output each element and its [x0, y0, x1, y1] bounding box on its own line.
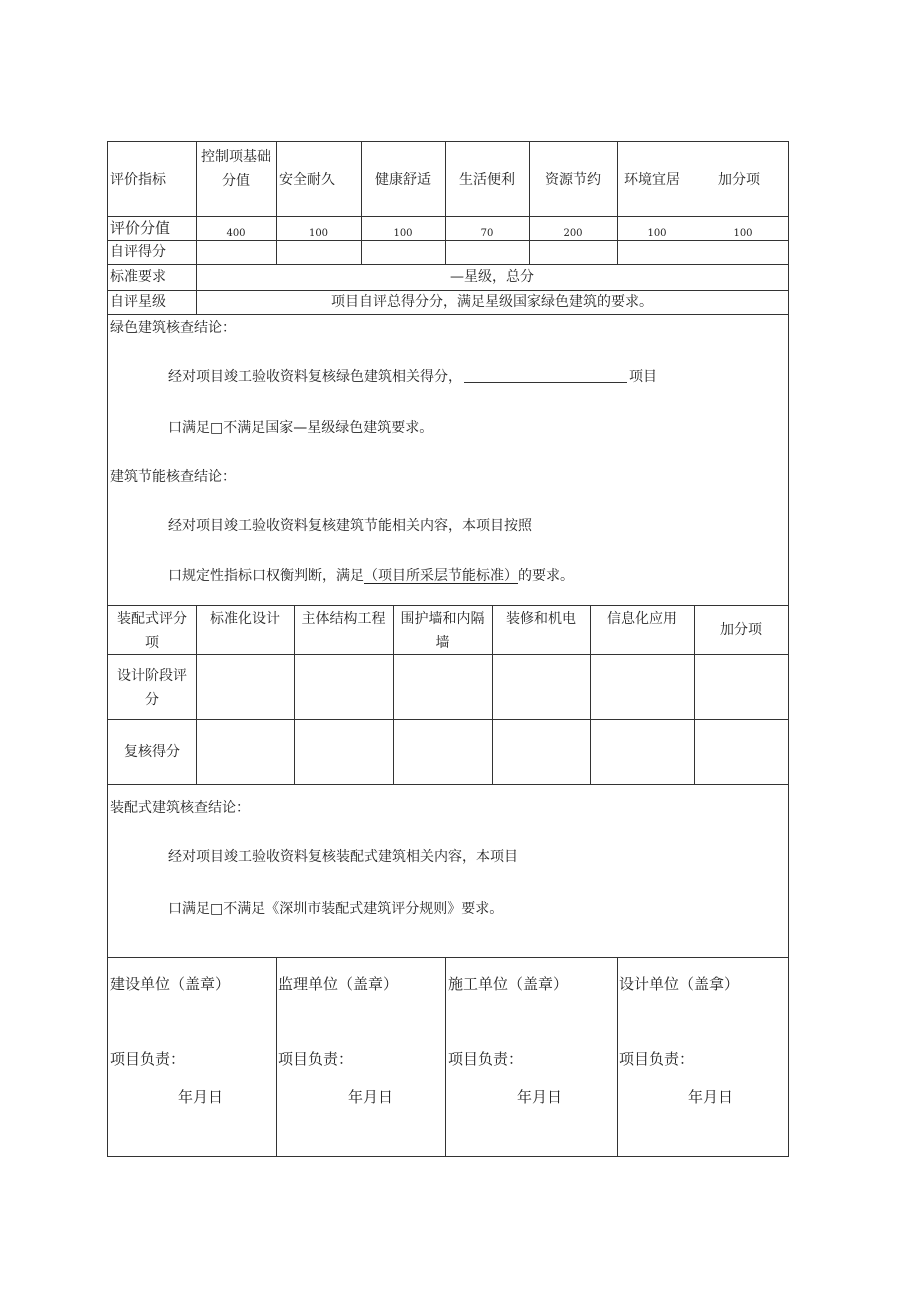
- col-divider: [529, 142, 530, 264]
- standard-label: 标准要求: [110, 269, 166, 285]
- score-blank[interactable]: [464, 368, 627, 383]
- self-star-label: 自评星级: [110, 294, 166, 310]
- prefab-col-enclosure-line2: 墙: [435, 635, 450, 651]
- design-stage-label-line1: 设计阶段评: [117, 668, 187, 684]
- self-star-text: 项目自评总得分分，满足星级国家绿色建筑的要求。: [331, 294, 653, 310]
- construction-date-label: 年月日: [178, 1088, 224, 1106]
- category-bonus: 加分项: [718, 172, 760, 188]
- inspection-form: [107, 141, 789, 1157]
- prefab-col-bonus: 加分项: [720, 622, 762, 638]
- score-value: 100: [647, 228, 667, 239]
- prefab-col-informatization: 信息化应用: [607, 611, 677, 627]
- design-stage-label-line2: 分: [145, 692, 159, 708]
- col-divider: [617, 142, 618, 264]
- green-conclusion-line2: 口满足□不满足国家—星级绿色建筑要求。: [168, 420, 434, 436]
- row-divider: [108, 654, 788, 655]
- prefab-col-main-structure: 主体结构工程: [301, 611, 386, 627]
- row-divider: [108, 784, 788, 785]
- category-resource: 资源节约: [545, 172, 601, 188]
- score-value: 400: [226, 228, 246, 239]
- prefab-header-line1: 装配式评分: [117, 611, 187, 627]
- construction-responsible-label: 项目负责：: [110, 1050, 186, 1068]
- category-health: 健康舒适: [375, 172, 431, 188]
- col-divider: [294, 605, 295, 784]
- score-label: 评价分值: [110, 219, 171, 237]
- energy-line2-prefix: 口规定性指标口权衡判断，满足: [168, 568, 364, 584]
- col-divider: [276, 957, 277, 1156]
- energy-standard-name: （项目所采层节能标准）: [364, 568, 518, 584]
- supervision-date-label: 年月日: [348, 1088, 394, 1106]
- design-date-label: 年月日: [688, 1088, 734, 1106]
- col-divider: [590, 605, 591, 784]
- score-value: 100: [733, 228, 753, 239]
- col-divider: [361, 142, 362, 264]
- prefab-conclusion-line1: 经对项目竣工验收资料复核装配式建筑相关内容，本项目: [168, 849, 518, 865]
- prefab-col-decoration: 装修和机电: [506, 611, 576, 627]
- row-divider: [108, 957, 788, 958]
- energy-conclusion-line1: 经对项目竣工验收资料复核建筑节能相关内容，本项目按照: [168, 518, 532, 534]
- col-divider: [445, 142, 446, 264]
- builder-date-label: 年月日: [517, 1088, 563, 1106]
- category-safety: 安全耐久: [279, 172, 335, 188]
- prefab-header-line2: 项: [145, 635, 159, 651]
- green-line1-prefix: 经对项目竣工验收资料复核绿色建筑相关得分，: [168, 369, 462, 385]
- green-conclusion-title: 绿色建筑核查结论：: [110, 320, 236, 336]
- category-convenience: 生活便利: [459, 172, 515, 188]
- energy-conclusion-title: 建筑节能核查结论：: [110, 469, 236, 485]
- row-divider: [108, 719, 788, 720]
- col-divider: [445, 957, 446, 1156]
- col-divider: [276, 142, 277, 264]
- score-value: 200: [563, 228, 583, 239]
- standard-text: —星级，总分: [450, 269, 534, 285]
- score-value: 70: [480, 228, 494, 239]
- row-divider: [108, 264, 788, 265]
- col-divider: [617, 957, 618, 1156]
- builder-responsible-label: 项目负责：: [448, 1050, 524, 1068]
- score-value: 100: [308, 228, 329, 239]
- builder-unit-label: 施工单位（盖章）: [448, 975, 569, 993]
- prefab-conclusion-title: 装配式建筑核查结论：: [110, 800, 250, 816]
- prefab-conclusion-line2: 口满足□不满足《深圳市装配式建筑评分规则》要求。: [168, 901, 504, 917]
- eval-header-label: 评价指标: [110, 172, 166, 188]
- row-divider: [108, 216, 788, 217]
- control-base-line2: 分值: [222, 173, 250, 189]
- supervision-responsible-label: 项目负责：: [278, 1050, 354, 1068]
- row-divider: [108, 240, 788, 241]
- row-divider: [108, 605, 788, 606]
- supervision-unit-label: 监理单位（盖章）: [278, 975, 399, 993]
- design-unit-label: 设计单位（盖拿）: [619, 975, 740, 993]
- score-value: 100: [393, 228, 413, 239]
- energy-conclusion-line2: [168, 565, 574, 587]
- design-responsible-label: 项目负责：: [619, 1050, 695, 1068]
- prefab-col-enclosure: 围护墙和内隔: [400, 611, 485, 627]
- construction-unit-label: 建设单位（盖章）: [110, 975, 231, 993]
- col-divider: [196, 605, 197, 784]
- review-score-label: 复核得分: [124, 744, 180, 760]
- prefab-col-standard-design: 标准化设计: [210, 611, 280, 627]
- col-divider: [492, 605, 493, 784]
- control-base-line1: 控制项基础: [201, 149, 271, 165]
- green-line1-suffix: 项目: [629, 369, 657, 385]
- energy-line2-suffix: 的要求。: [518, 568, 574, 584]
- row-divider: [108, 314, 788, 315]
- category-environment: 环境宜居: [624, 172, 680, 188]
- self-score-label: 自评得分: [110, 244, 166, 260]
- green-conclusion-line1: [168, 366, 657, 388]
